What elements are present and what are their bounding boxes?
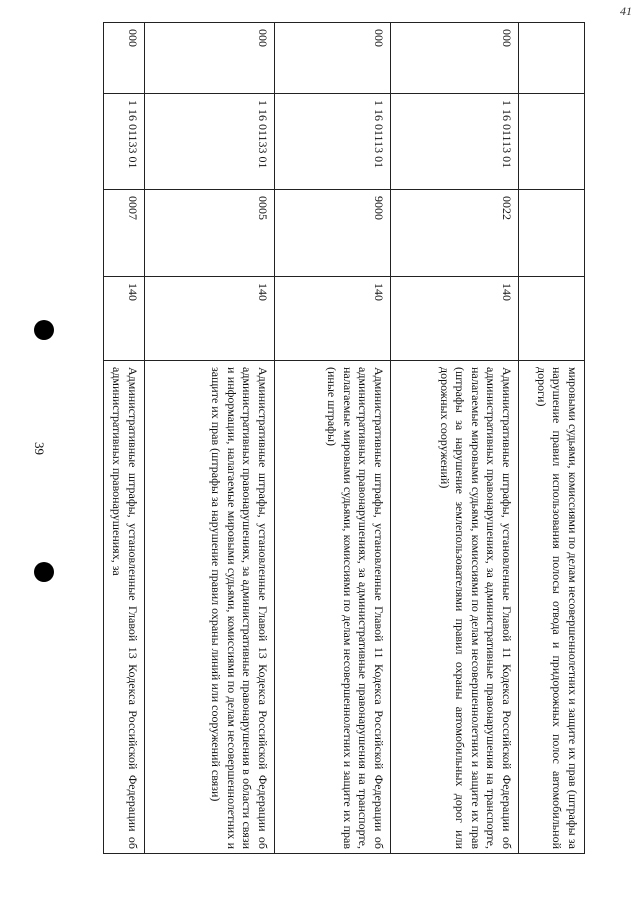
admin-code-cell: 000 <box>275 23 390 94</box>
budget-code-table <box>103 22 585 854</box>
description-cell: Административные штрафы, установленные Главой 13 Кодекса Российской Федерации об административных правонарушениях, за <box>110 367 140 849</box>
admin-code-cell: 000 <box>104 23 144 94</box>
subtype-code-cell: 0022 <box>391 190 518 277</box>
description-cell: Административные штрафы, установленные Главой 11 Кодекса Российской Федерации об административных правонарушениях, за административные правонарушения на транспорте, налагаемые мировыми судьями, комиссиями по делам несовершеннолетних и защите их прав (иные штрафы) <box>325 367 386 849</box>
group-code-cell: 140 <box>275 277 390 361</box>
admin-code-cell: 000 <box>145 23 274 94</box>
description-cell: мировыми судьями, комиссиями по делам несовершеннолетних и защите их прав (штрафы за нарушение правил использования полосы отвода и придорожных полос автомобильной дороги) <box>535 367 580 849</box>
table-row <box>144 23 274 853</box>
group-code-cell: 140 <box>104 277 144 361</box>
subtype-code-cell: 9000 <box>275 190 390 277</box>
group-code-cell: 140 <box>145 277 274 361</box>
description-cell: Административные штрафы, установленные Главой 13 Кодекса Российской Федерации об административных правонарушениях, за административные правонарушения в области связи и информации, налагаемые мировыми судьями, комиссиями по делам несовершеннолетних и защите их прав (штрафы за нарушение правил охраны линий или сооружений связи) <box>209 367 270 849</box>
table-row <box>518 23 584 853</box>
admin-code-cell <box>519 23 584 94</box>
punch-hole-bottom <box>34 562 54 582</box>
table-row <box>390 23 518 853</box>
revenue-code-cell: 1 16 01113 01 <box>391 94 518 190</box>
table-row <box>274 23 390 853</box>
revenue-code-cell <box>519 94 584 190</box>
subtype-code-cell: 0005 <box>145 190 274 277</box>
punch-hole-top <box>34 320 54 340</box>
description-cell: Административные штрафы, установленные Главой 11 Кодекса Российской Федерации об административных правонарушениях, за административные правонарушения на транспорте, налагаемые мировыми судьями, комиссиями по делам несовершеннолетних и защите их прав (штрафы за нарушение землепользователями правил охраны автомобильных дорог или дорожных сооружений) <box>438 367 514 849</box>
budget-code-table-frame <box>103 22 585 854</box>
group-code-cell: 140 <box>391 277 518 361</box>
table-row <box>104 23 144 853</box>
group-code-cell <box>519 277 584 361</box>
page-number: 39 <box>32 442 47 455</box>
revenue-code-cell: 1 16 01113 01 <box>275 94 390 190</box>
revenue-code-cell: 1 16 01133 01 <box>145 94 274 190</box>
revenue-code-cell: 1 16 01133 01 <box>104 94 144 190</box>
subtype-code-cell <box>519 190 584 277</box>
handwritten-page-mark: 41 <box>620 4 632 18</box>
subtype-code-cell: 0007 <box>104 190 144 277</box>
admin-code-cell: 000 <box>391 23 518 94</box>
